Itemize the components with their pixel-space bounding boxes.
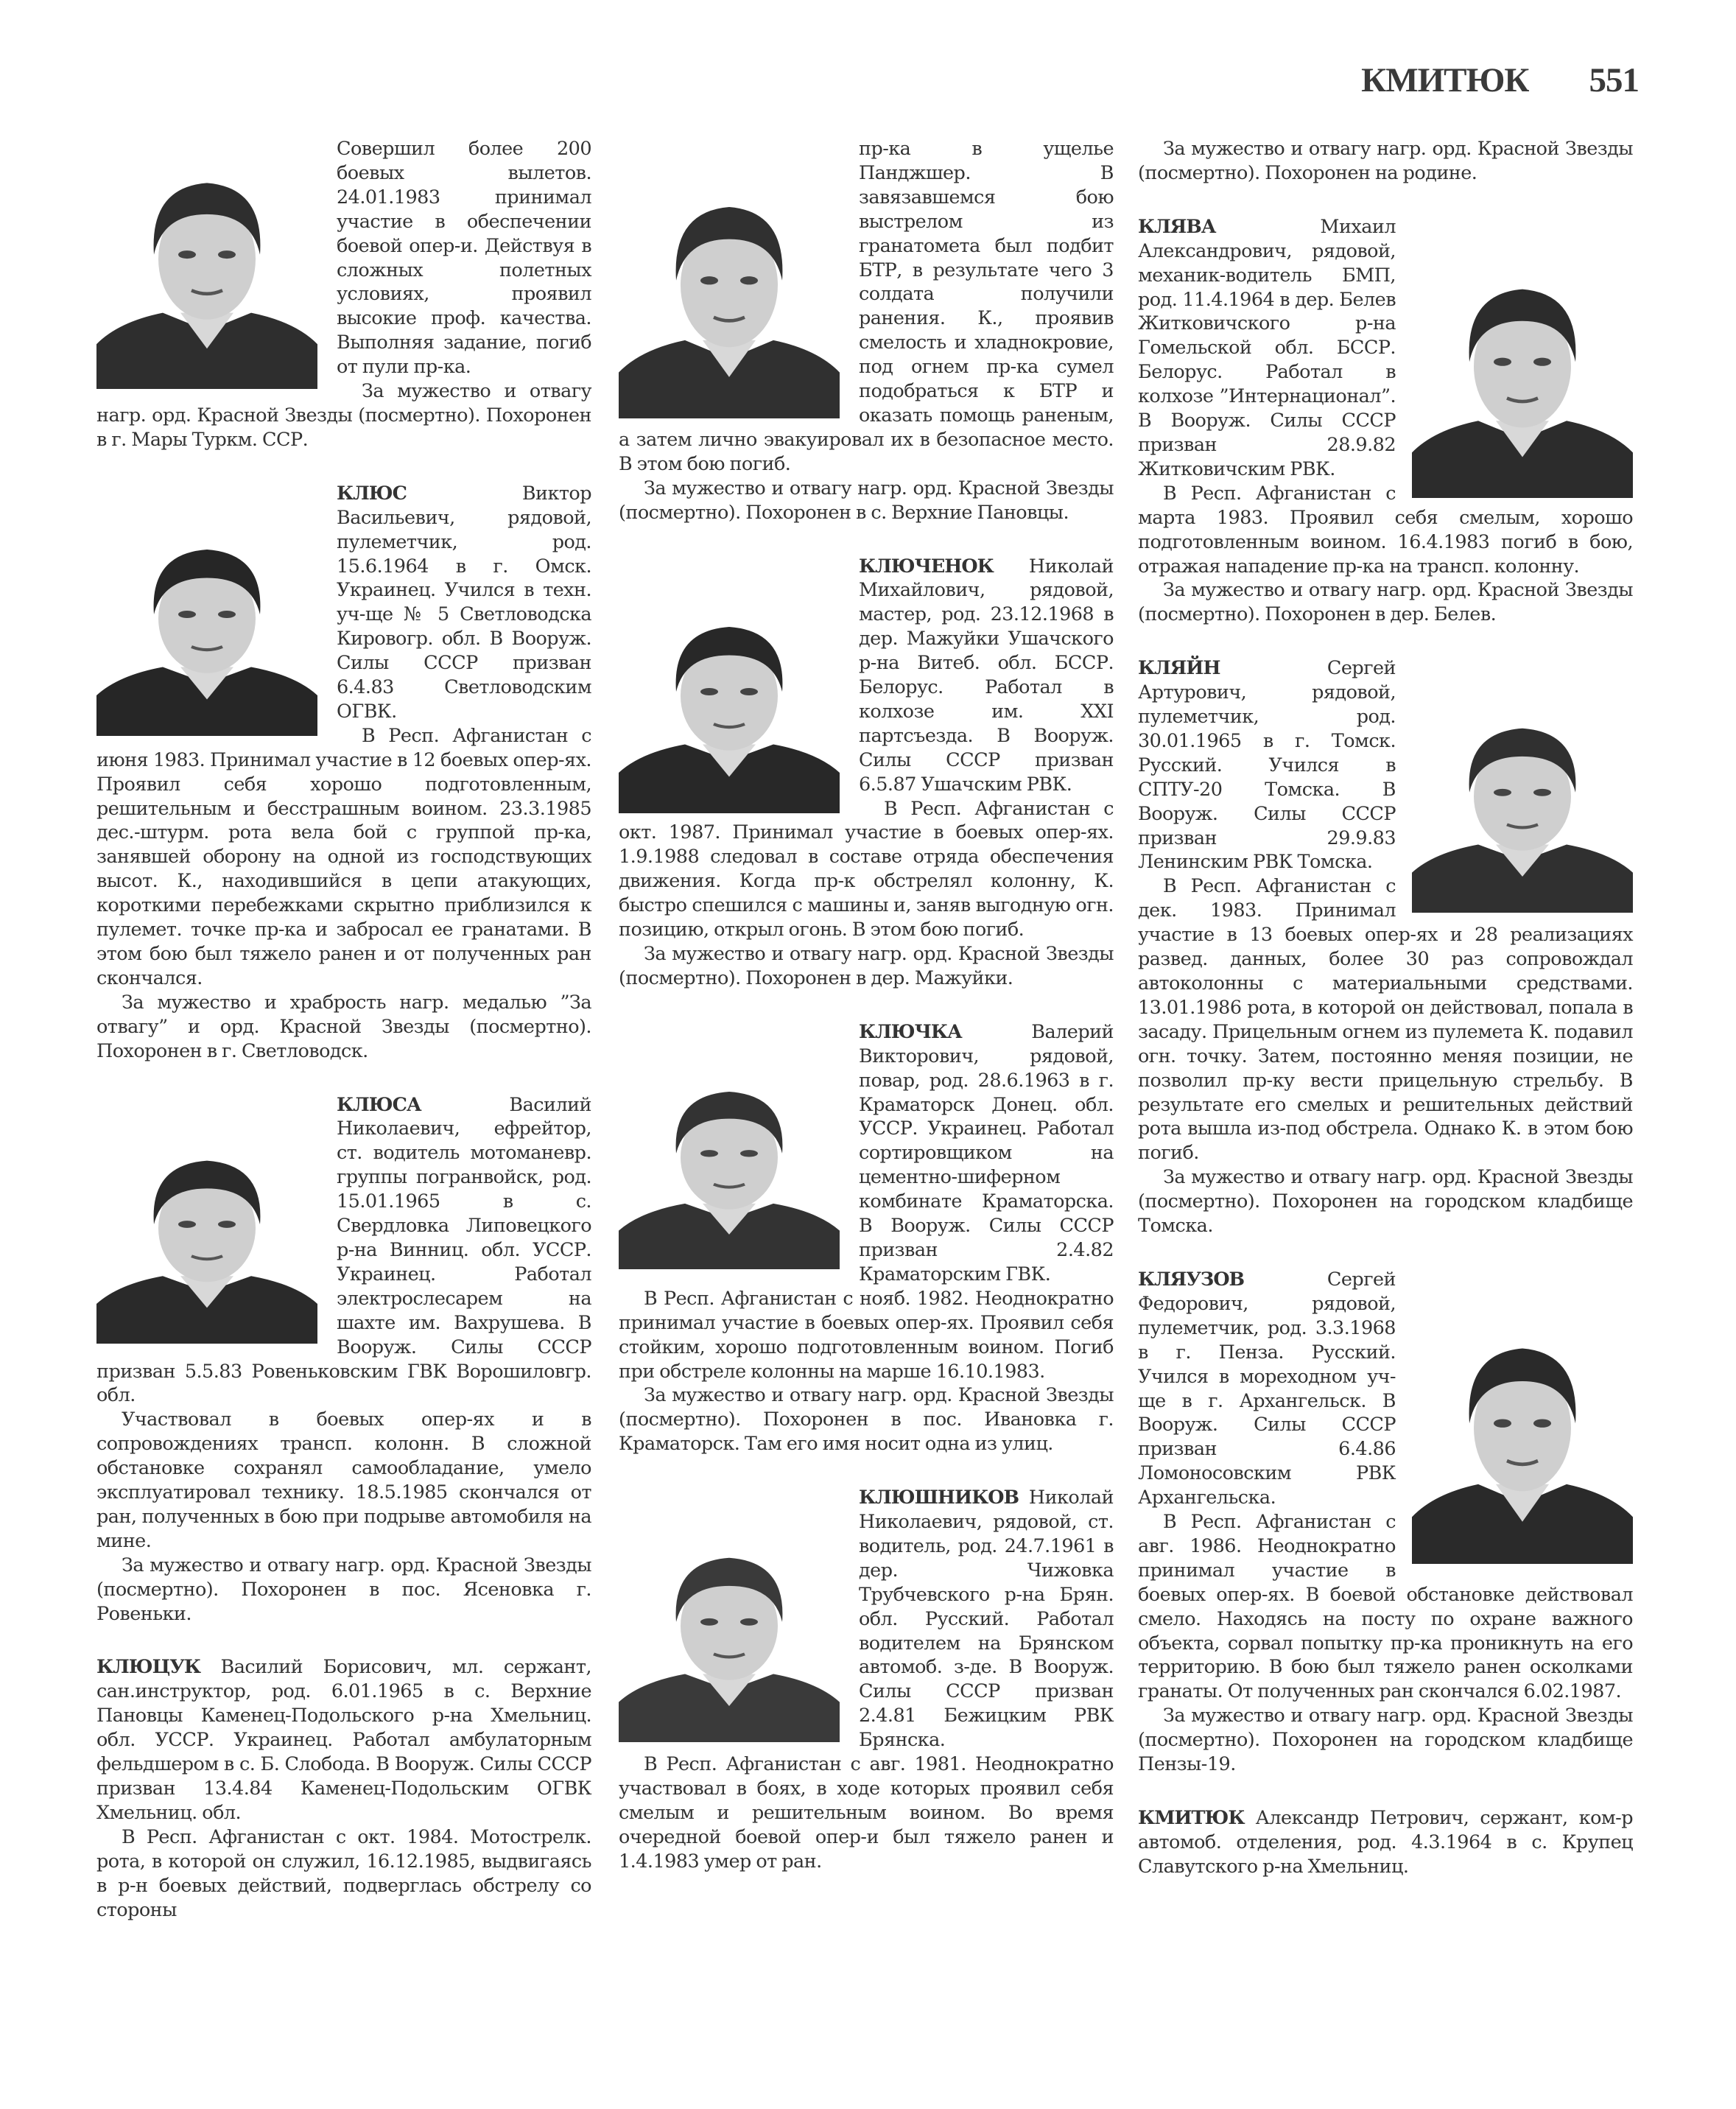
photo-1 bbox=[96, 165, 317, 389]
portrait-image bbox=[619, 189, 840, 418]
surname: КМИТЮК bbox=[1138, 1807, 1245, 1829]
entry-heading bbox=[96, 1655, 591, 1825]
column-3 bbox=[1138, 137, 1633, 1879]
portrait-image bbox=[619, 1542, 840, 1742]
entry-intro: Виктор Васильевич, рядовой, пулеметчик, род. 15.6.1964 в г. Омск. Украинец. Учился в техн. уч-ще № 5 Светловодска Кировогр. обл. В Вооруж. Силы СССР призван 6.4.83 Светловодским ОГВК. bbox=[337, 482, 591, 723]
eye-shape bbox=[218, 250, 236, 259]
paragraph bbox=[96, 137, 591, 379]
entry-continued bbox=[1138, 137, 1633, 186]
paragraph bbox=[619, 477, 1114, 525]
paragraph bbox=[96, 991, 591, 1064]
entry-intro: Сергей Артурович, рядовой, пулеметчик, род. 30.01.1965 в г. Томск. Русский. Учился в СПТУ-20 Томска. В Вооруж. Силы СССР призван 29.9.83 Ленинским РВК Томска. bbox=[1138, 657, 1396, 874]
entry-intro: Николай Николаевич, рядовой, ст. водитель, род. 24.7.1961 в дер. Чижовка Трубчевского р-на Брян. обл. Русский. Работал водителем на Брянском автомоб. з-де. В Вооруж. Силы СССР призван 2.4.81 Бежицким РВК Брянска. bbox=[859, 1487, 1114, 1752]
eye-shape bbox=[1533, 789, 1551, 796]
portrait-image bbox=[1412, 271, 1633, 498]
paragraph-text: За мужество и отвагу нагр. орд. Красной Звезды (посмертно). Похоронен в пос. Ясеновка г. Ровеньки. bbox=[96, 1554, 591, 1625]
entry-heading bbox=[1138, 1806, 1633, 1879]
paragraph bbox=[96, 1554, 591, 1627]
eye-shape bbox=[178, 1221, 196, 1228]
entry-intro: Александр Петрович, сержант, ком-р автомоб. отделения, род. 4.3.1964 в с. Крупец Славутского р-на Хмельниц. bbox=[1138, 1807, 1633, 1878]
entry-intro: Василий Борисович, мл. сержант, сан.инструктор, род. 6.01.1965 в с. Верхние Пановцы Каменец-Подольского р-на Хмельниц. обл. УССР. Украинец. Работал амбулаторным фельдшером в с. Б. Слобода. В Вооруж. Силы СССР призван 13.4.84 Каменец-Подольским ОГВК Хмельниц. обл. bbox=[96, 1656, 591, 1824]
eye-shape bbox=[218, 1221, 236, 1228]
paragraph bbox=[619, 1383, 1114, 1456]
eye-shape bbox=[178, 250, 196, 259]
entry-heading bbox=[619, 555, 1114, 797]
photo-6 bbox=[619, 1076, 840, 1269]
running-head-word: КМИТЮК bbox=[1361, 61, 1529, 99]
eye-shape bbox=[700, 688, 718, 695]
column-2 bbox=[619, 137, 1114, 1874]
entry-intro: Сергей Федорович, рядовой, пулеметчик, род. 3.3.1968 в г. Пенза. Русский. Учился в мореходном уч-ще в г. Архангельск. В Вооруж. Силы СССР призван 6.4.86 Ломоносовским РВК Архангельска. bbox=[1138, 1268, 1396, 1509]
paragraph-text: В Респ. Афганистан с окт. 1984. Мотострелк. рота, в которой он служил, 16.12.1985, выдвигаясь в р-н боевых действий, подверглась обстрелу со стороны bbox=[96, 1825, 591, 1921]
paragraph-text: За мужество и отвагу нагр. орд. Красной Звезды (посмертно). Похоронен на городском кладбище Пензы-19. bbox=[1138, 1705, 1633, 1776]
paragraph bbox=[96, 1825, 591, 1923]
paragraph-text: В Респ. Афганистан с нояб. 1982. Неоднократно принимал участие в боевых опер-ях. Проявил себя стойким, хорошо подготовленным воином. Погиб при обстреле колонны на марше 16.10.1983. bbox=[619, 1287, 1114, 1383]
photo-3 bbox=[96, 1145, 317, 1344]
paragraph bbox=[1138, 137, 1633, 186]
surname: КЛЮЧЕНОК bbox=[859, 555, 994, 578]
photo-7 bbox=[619, 1542, 840, 1742]
paragraph-text: В Респ. Афганистан с дек. 1983. Принимал участие в 13 боевых опер-ях и 28 реализациях развед. данных, более 30 раз сопровождал автоколонны с материальными средствами. 13.01.1986 рота, в которой он действовал, попала в засаду. Прицельным огнем из пулемета К. подавил огн. точку. Затем, постоянно меняя позиции, не позволил пр-ку вести прицельную стрельбу. В результате его смелых и решительных действий рота вышла из-под обстрела. Однако К. в этом бою погиб. bbox=[1138, 875, 1633, 1165]
entry-klyusa bbox=[96, 1093, 591, 1627]
paragraph bbox=[1138, 1704, 1633, 1777]
portrait-image bbox=[619, 611, 840, 813]
eye-shape bbox=[1494, 357, 1511, 365]
paragraph-text: В Респ. Афганистан с июня 1983. Принимал участие в 12 боевых опер-ях. Проявил себя хорошо подготовленным, решительным и бесстрашным воином. 23.3.1985 дес.-штурм. рота вела бой с группой пр-ка, занявшей оборону на одной из господствующих высот. К., находившийся в цепи атакующих, короткими перебежками скрытно приблизился к пулемет. точке пр-ка и забросал ее гранатами. В этом бою был тяжело ранен и от полученных ран скончался. bbox=[96, 724, 591, 989]
portrait-image bbox=[619, 1076, 840, 1269]
surname: КЛЯЙН bbox=[1138, 657, 1220, 680]
entry-klyain bbox=[1138, 656, 1633, 1238]
entry-heading bbox=[619, 1020, 1114, 1287]
photo-9 bbox=[1412, 712, 1633, 913]
entry-klyutsuk bbox=[96, 1655, 591, 1922]
eye-shape bbox=[700, 276, 718, 284]
eye-shape bbox=[740, 276, 758, 284]
eye-shape bbox=[700, 1150, 718, 1157]
paragraph-text: В Респ. Афганистан с авг. 1981. Неоднократно участвовал в боях, в ходе которых проявил себя смелым и решительным воином. Во время очередной боевой опер-и был тяжело ранен и 1.4.1983 умер от ран. bbox=[619, 1753, 1114, 1873]
paragraph-text: В Респ. Афганистан с окт. 1987. Принимал участие в боевых опер-ях. 1.9.1988 следовал в составе отряда обеспечения движения. Когда пр-к обстрелял колонну, К. быстро спешился с машины и, заняв выгодную огн. позицию, открыл огонь. В этом бою погиб. bbox=[619, 797, 1114, 941]
entry-klyuchenok bbox=[619, 555, 1114, 991]
photo-5 bbox=[619, 611, 840, 813]
entry-intro: Валерий Викторович, рядовой, повар, род. 28.6.1963 в г. Краматорск Донец. обл. УССР. Украинец. Работал сортировщиком на цементно-шиферном комбинате Краматорска. В Вооруж. Силы СССР призван 2.4.82 Краматорским ГВК. bbox=[859, 1020, 1114, 1285]
surname: КЛЮЦУК bbox=[96, 1656, 201, 1679]
entry-heading bbox=[619, 1486, 1114, 1752]
entry-heading bbox=[1138, 656, 1633, 874]
eye-shape bbox=[740, 1150, 758, 1157]
paragraph bbox=[619, 137, 1114, 477]
portrait-image bbox=[1412, 712, 1633, 913]
paragraph bbox=[96, 1408, 591, 1553]
entry-klyauzov bbox=[1138, 1268, 1633, 1777]
eye-shape bbox=[218, 611, 236, 618]
paragraph bbox=[619, 942, 1114, 991]
surname: КЛЮСА bbox=[337, 1093, 421, 1116]
surname: КЛЯУЗОВ bbox=[1138, 1268, 1245, 1291]
entry-intro: Николай Михайлович, рядовой, мастер, род. 23.12.1968 в дер. Мажуйки Ушачского р-на Витеб. обл. БССР. Белорус. Работал в колхозе им. XXI партсъезда. В Вооруж. Силы СССР призван 6.5.87 Ушачским РВК. bbox=[859, 555, 1114, 796]
entry-heading bbox=[96, 482, 591, 724]
entry-intro: Василий Николаевич, ефрейтор, ст. водитель мотоманевр. группы погранвойск, род. 15.01.1965 в с. Свердловка Липовецкого р-на Винниц. обл. УССР. Украинец. Работал электрослесарем на шахте им. Вахрушева. В Вооруж. Силы СССР призван 5.5.83 Ровеньковским ГВК Ворошиловгр. обл. bbox=[96, 1093, 591, 1407]
entry-heading bbox=[1138, 1268, 1633, 1510]
paragraph-text: Участвовал в боевых опер-ях и в сопровождениях трансп. колонн. В сложной обстановке сохранял самообладание, умело эксплуатировал технику. 18.5.1985 скончался от ран, полученных в бою при подрыве автомобиля на мине. bbox=[96, 1408, 591, 1552]
surname: КЛЮЧКА bbox=[859, 1020, 962, 1043]
entry-continued bbox=[619, 137, 1114, 525]
photo-4 bbox=[619, 189, 840, 418]
photo-10 bbox=[1412, 1330, 1633, 1564]
eye-shape bbox=[740, 688, 758, 695]
photo-2 bbox=[96, 533, 317, 736]
portrait-image bbox=[1412, 1330, 1633, 1564]
surname: КЛЮС bbox=[337, 482, 407, 505]
paragraph-text: Совершил более 200 боевых вылетов. 24.01.1983 принимал участие в обеспечении боевой опер-и. Действуя в сложных полетных условиях, проявил высокие проф. качества. Выполняя задание, погиб от пули пр-ка. bbox=[337, 138, 591, 379]
photo-8 bbox=[1412, 271, 1633, 498]
portrait-image bbox=[96, 533, 317, 736]
paragraph-text: За мужество и отвагу нагр. орд. Красной Звезды (посмертно). Похоронен на родине. bbox=[1138, 138, 1633, 184]
paragraph-text: В Респ. Афганистан с марта 1983. Проявил себя смелым, хорошо подготовленным воином. 16.4.1983 погиб в бою, отражая нападение пр-ка на трансп. колонну. bbox=[1138, 482, 1633, 578]
eye-shape bbox=[1494, 1419, 1511, 1427]
entry-klyuchka bbox=[619, 1020, 1114, 1456]
paragraph bbox=[1138, 1165, 1633, 1238]
paragraph-text: За мужество и отвагу нагр. орд. Красной Звезды (посмертно). Похоронен в дер. Белев. bbox=[1138, 579, 1633, 626]
portrait-image bbox=[96, 1145, 317, 1344]
eye-shape bbox=[740, 1618, 758, 1626]
paragraph-text: За мужество и отвагу нагр. орд. Красной Звезды (посмертно). Похоронен в с. Верхние Пановцы. bbox=[619, 477, 1114, 524]
paragraph bbox=[619, 1287, 1114, 1384]
paragraph-text: пр-ка в ущелье Панджшер. В завязавшемся бою выстрелом из гранатомета был подбит БТР, в результате чего 3 солдата получили ранения. К., проявив смелость и хладнокровие, под огнем пр-ка сумел подобраться к БТР и оказать помощь раненым, а затем лично эвакуировал их в безопасное место. В этом бою погиб. bbox=[619, 138, 1114, 475]
paragraph-text: За мужество и отвагу нагр. орд. Красной Звезды (посмертно). Похоронен в г. Мары Туркм. ССР. bbox=[96, 380, 591, 451]
running-head bbox=[1361, 60, 1639, 100]
entry-continued bbox=[96, 137, 591, 452]
entry-kmityuk bbox=[1138, 1806, 1633, 1879]
eye-shape bbox=[178, 611, 196, 618]
paragraph-text: За мужество и отвагу нагр. орд. Красной Звезды (посмертно). Похоронен в дер. Мажуйки. bbox=[619, 943, 1114, 989]
paragraph bbox=[1138, 874, 1633, 1165]
paragraph-text: В Респ. Афганистан с авг. 1986. Неоднократно принимал участие в боевых опер-ях. В боевой обстановке действовал смело. Находясь на посту по охране важного объекта, сорвал попытку пр-ка проникнуть на его территорию. В бою был тяжело ранен осколками гранаты. От полученных ран скончался 6.02.1987. bbox=[1138, 1511, 1633, 1703]
surname: КЛЮШНИКОВ bbox=[859, 1487, 1019, 1509]
entry-klyus bbox=[96, 482, 591, 1064]
surname: КЛЯВА bbox=[1138, 215, 1216, 238]
entry-intro: Михаил Александрович, рядовой, механик-водитель БМП, род. 11.4.1964 в дер. Белев Житковичского р-на Гомельской обл. БССР. Белорус. Работал в колхозе ”Интернационал”. В Вооруж. Силы СССР призван 28.9.82 Житковичским РВК. bbox=[1138, 215, 1396, 480]
paragraph bbox=[619, 797, 1114, 942]
entry-heading bbox=[1138, 215, 1633, 482]
paragraph bbox=[1138, 578, 1633, 627]
paragraph bbox=[96, 724, 591, 991]
portrait-image bbox=[96, 165, 317, 389]
paragraph-text: За мужество и отвагу нагр. орд. Красной Звезды (посмертно). Похоронен в пос. Ивановка г. Краматорск. Там его имя носит одна из улиц. bbox=[619, 1384, 1114, 1456]
eye-shape bbox=[700, 1618, 718, 1626]
eye-shape bbox=[1494, 789, 1511, 796]
column-1 bbox=[96, 137, 591, 1922]
eye-shape bbox=[1533, 1419, 1551, 1427]
eye-shape bbox=[1533, 357, 1551, 365]
paragraph-text: За мужество и отвагу нагр. орд. Красной Звезды (посмертно). Похоронен на городском кладбище Томска. bbox=[1138, 1166, 1633, 1238]
entry-heading bbox=[96, 1093, 591, 1408]
paragraph bbox=[96, 379, 591, 452]
page-number: 551 bbox=[1589, 61, 1639, 99]
entry-klyushnikov bbox=[619, 1486, 1114, 1874]
paragraph-text: За мужество и храбрость нагр. медалью ”За отвагу” и орд. Красной Звезды (посмертно). Похоронен в г. Светловодск. bbox=[96, 991, 591, 1062]
paragraph bbox=[619, 1752, 1114, 1874]
entry-klyava bbox=[1138, 215, 1633, 627]
